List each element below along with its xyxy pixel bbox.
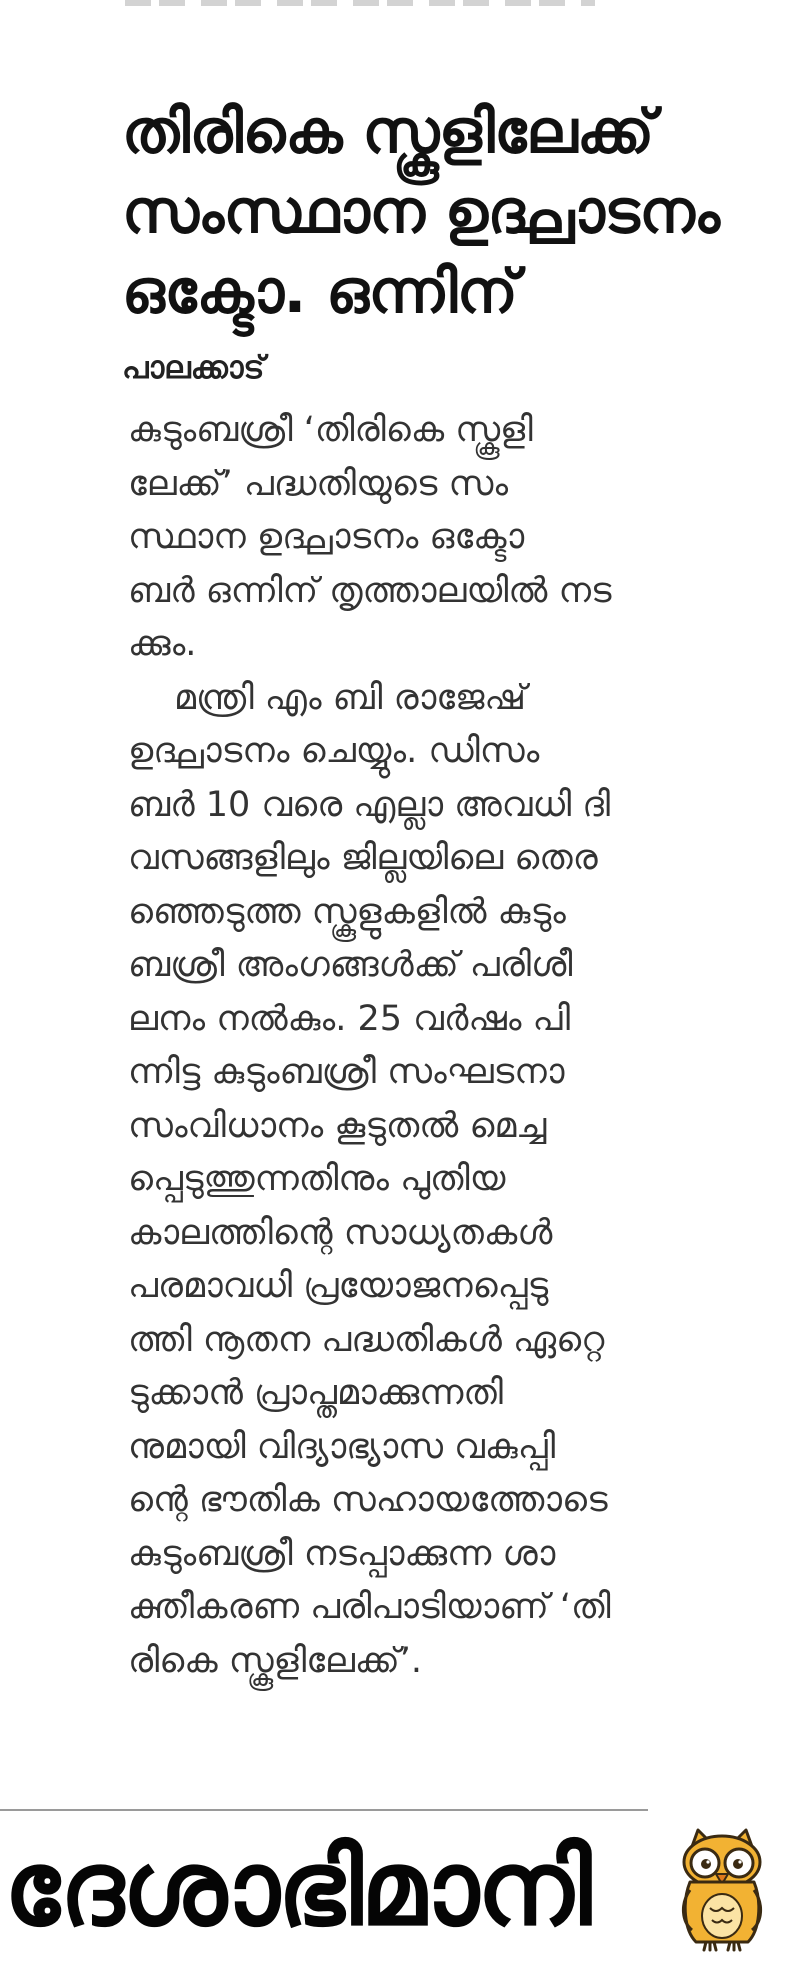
cropped-text-fragment [125, 0, 595, 6]
body-line: ത്തി നൂതന പദ്ധതികൾ ഏറ്റെ [128, 1319, 605, 1360]
headline-line: സംസ്ഥാന ഉദ്ഘാടനം [122, 177, 720, 247]
headline-line: ഒക്ടോ. ഒന്നിന് [122, 257, 518, 327]
cropped-previous-text [125, 0, 595, 14]
newspaper-masthead: ദേശാഭിമാനി [4, 1827, 590, 1949]
body-line: ക്തീകരണ പരിപാടിയാണ് ‘തി [128, 1587, 611, 1627]
body-line: കാലത്തിന്റെ സാധ്യതകൾ [128, 1212, 553, 1253]
body-line: പരമാവധി പ്രയോജനപ്പെടു [128, 1266, 549, 1306]
body-line: ഞ്ഞെടുത്ത സ്കൂളുകളിൽ കുടും [128, 891, 566, 932]
headline-line: തിരികെ സ്കൂളിലേക്ക് [122, 97, 654, 167]
body-line: കുടുംബശ്രീ നടപ്പാക്കുന്ന ശാ [128, 1533, 556, 1574]
owl-mascot-icon [672, 1826, 772, 1952]
masthead-divider [0, 1809, 648, 1811]
article-headline [122, 92, 720, 332]
body-line: ഉദ്ഘാടനം ചെയ്യും. ഡിസം [128, 731, 540, 771]
body-line: ന്റെ ഭൗതിക സഹായത്തോടെ [128, 1480, 608, 1520]
body-line: മന്ത്രി എം ബി രാജേഷ് [174, 677, 527, 718]
body-line: ക്കും. [128, 624, 197, 664]
body-line: ലനം നൽകും. 25 വർഷം പി [128, 998, 571, 1039]
body-line: പ്പെടുത്തുന്നതിനും പുതിയ [128, 1159, 506, 1199]
body-line: സ്ഥാന ഉദ്ഘാടനം ഒക്ടോ [128, 517, 525, 557]
article-body [128, 404, 698, 1688]
body-line: കുടുംബശ്രീ ‘തിരികെ സ്കൂളി [128, 410, 533, 450]
body-line: സംവിധാനം കൂടുതൽ മെച്ച [128, 1105, 547, 1146]
body-line: ന്നിട്ട കുടുംബശ്രീ സംഘടനാ [128, 1052, 565, 1092]
body-line: വസങ്ങളിലും ജില്ലയിലെ തെര [128, 838, 598, 878]
body-line: ടുക്കാൻ പ്രാപ്തമാക്കുന്നതി [128, 1373, 503, 1413]
body-line: ബശ്രീ അംഗങ്ങൾക്ക് പരിശീ [128, 945, 573, 985]
body-line: നുമായി വിദ്യാഭ്യാസ വകുപ്പി [128, 1426, 556, 1467]
dateline: പാലക്കാട് [122, 350, 265, 386]
body-line: ബർ 10 വരെ എല്ലാ അവധി ദി [128, 784, 611, 825]
body-line: ബർ ഒന്നിന് തൃത്താലയിൽ നട [128, 570, 612, 611]
body-line: രികെ സ്കൂളിലേക്ക്’. [128, 1640, 423, 1681]
body-line: ലേക്ക്’ പദ്ധതിയുടെ സം [128, 463, 508, 504]
